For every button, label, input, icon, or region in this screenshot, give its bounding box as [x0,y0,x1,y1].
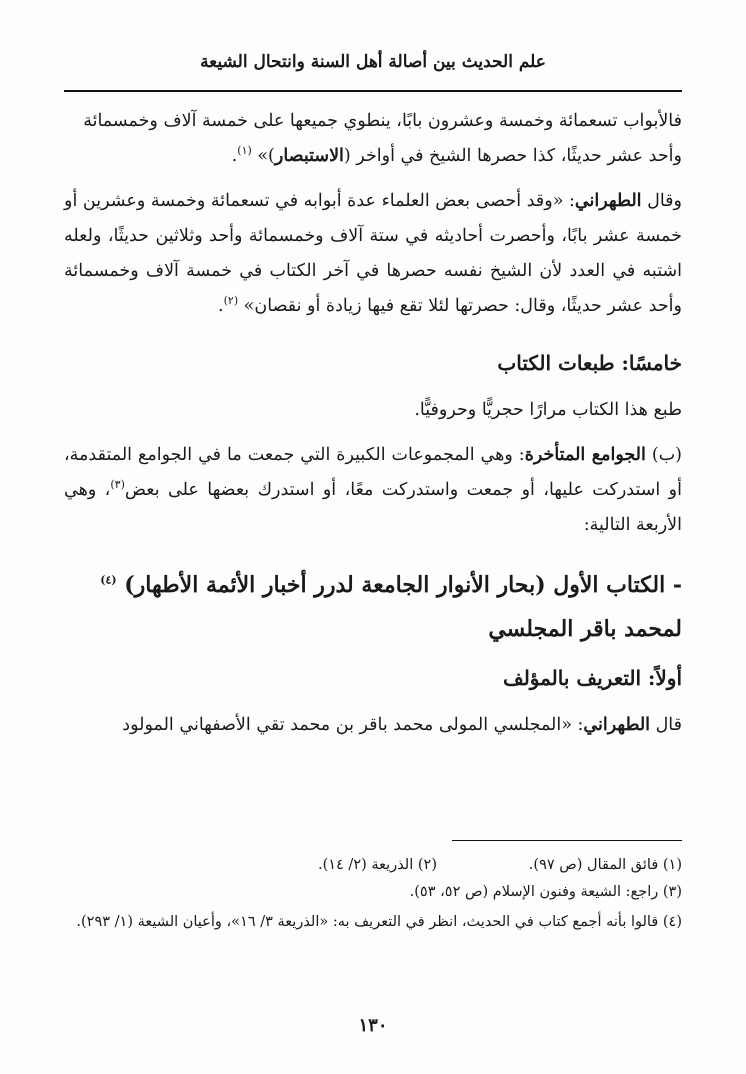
partb-end: ، وهي الأربعة التالية: [64,480,682,535]
footnote-ref-2[interactable]: (٢) [223,294,239,308]
book1-title: - الكتاب الأول (بحار الأنوار الجامعة لدرر أخبار الأئمة الأطهار) [116,572,682,598]
section-heading-author: أولاً: التعريف بالمؤلف [502,666,682,690]
book-name-istibsar: الاستبصار [274,146,344,166]
footnote-1: (١) فائق المقال (ص ٩٧). [528,857,682,873]
para1-text: وأحد عشر حديثًا، كذا حصرها الشيخ في أواخر ( [343,146,682,166]
footnotes [64,852,682,939]
section-heading-editions: خامسًا: طبعات الكتاب [497,351,682,375]
footnote-ref-3[interactable]: (٣) [110,478,125,492]
footnote-ref-1[interactable]: (١) [237,144,252,158]
para2-end: . [218,296,224,316]
footnote-4: (٤) قالوا بأنه أجمع كتاب في الحديث، انظر في التعريف به: «الذريعة ٣/ ١٦»، وأعيان الشيعة (١/ ٢٩٣). [76,914,682,930]
author-intro-lead: قال [650,715,682,735]
paragraph-2 [64,184,682,324]
para1-close: )» [251,146,275,166]
partb-text: : وهي المجموعات الكبيرة التي جمعت ما في الجوامع المتقدمة، أو استدركت عليها، أو جمعت واستدركت معًا، أو استدرك بعضها على بعض [64,445,682,500]
para2-lead: وقال [641,191,682,211]
para2-quote: : «وقد أحصى بعض العلماء عدة أبوابه في تسعمائة وخمسة وعشرين أو خمسة عشر بابًا، وأحصرت أحاديثه في ستة آلاف وخمسمائة وأحد وثلاثين حديثًا، ولعله اشتبه في العدد لأن الشيخ نفسه حصرها في آخر الكتاب في خمسة آلاف وخمسمائة وأحد عشر حديثًا، وقال: حصرتها لئلا تقع فيها زيادة أو نقصان» [64,191,682,316]
late-compilations-term: الجوامع المتأخرة [524,445,646,465]
footnote-3: (٣) راجع: الشيعة وفنون الإسلام (ص ٥٢، ٥٣). [409,884,682,900]
partb-label: (ب) [645,445,682,465]
footnote-row-1-2 [64,852,682,879]
main-text [64,104,682,743]
page-number: ١٣٠ [358,1015,388,1036]
author-tehrani: الطهراني [574,191,642,211]
book-heading-bihar [64,563,682,651]
footnote-ref-4[interactable]: (٤) [100,573,117,587]
author-intro-quote: : «المجلسي المولى محمد باقر بن محمد تقي الأصفهاني المولود [122,715,584,735]
paragraph-1 [64,104,682,174]
paragraph-late-compilations [64,438,682,543]
footnote-rule [452,840,682,841]
header-rule [64,90,682,92]
para1-line1: فالأبواب تسعمائة وخمسة وعشرون بابًا، ينطوي جميعها على خمسة آلاف وخمسمائة [83,111,682,131]
running-header: علم الحديث بين أصالة أهل السنة وانتحال الشيعة [200,52,546,72]
book1-author: لمحمد باقر المجلسي [488,616,682,642]
editions-text: طبع هذا الكتاب مرارًا حجريًّا وحروفيًّا. [414,400,682,420]
paragraph-author-intro [64,708,682,743]
para1-end: . [231,146,238,166]
footnote-2: (٢) الذريعة (٢/ ١٤). [317,857,437,873]
author-tehrani-2: الطهراني [583,715,651,735]
